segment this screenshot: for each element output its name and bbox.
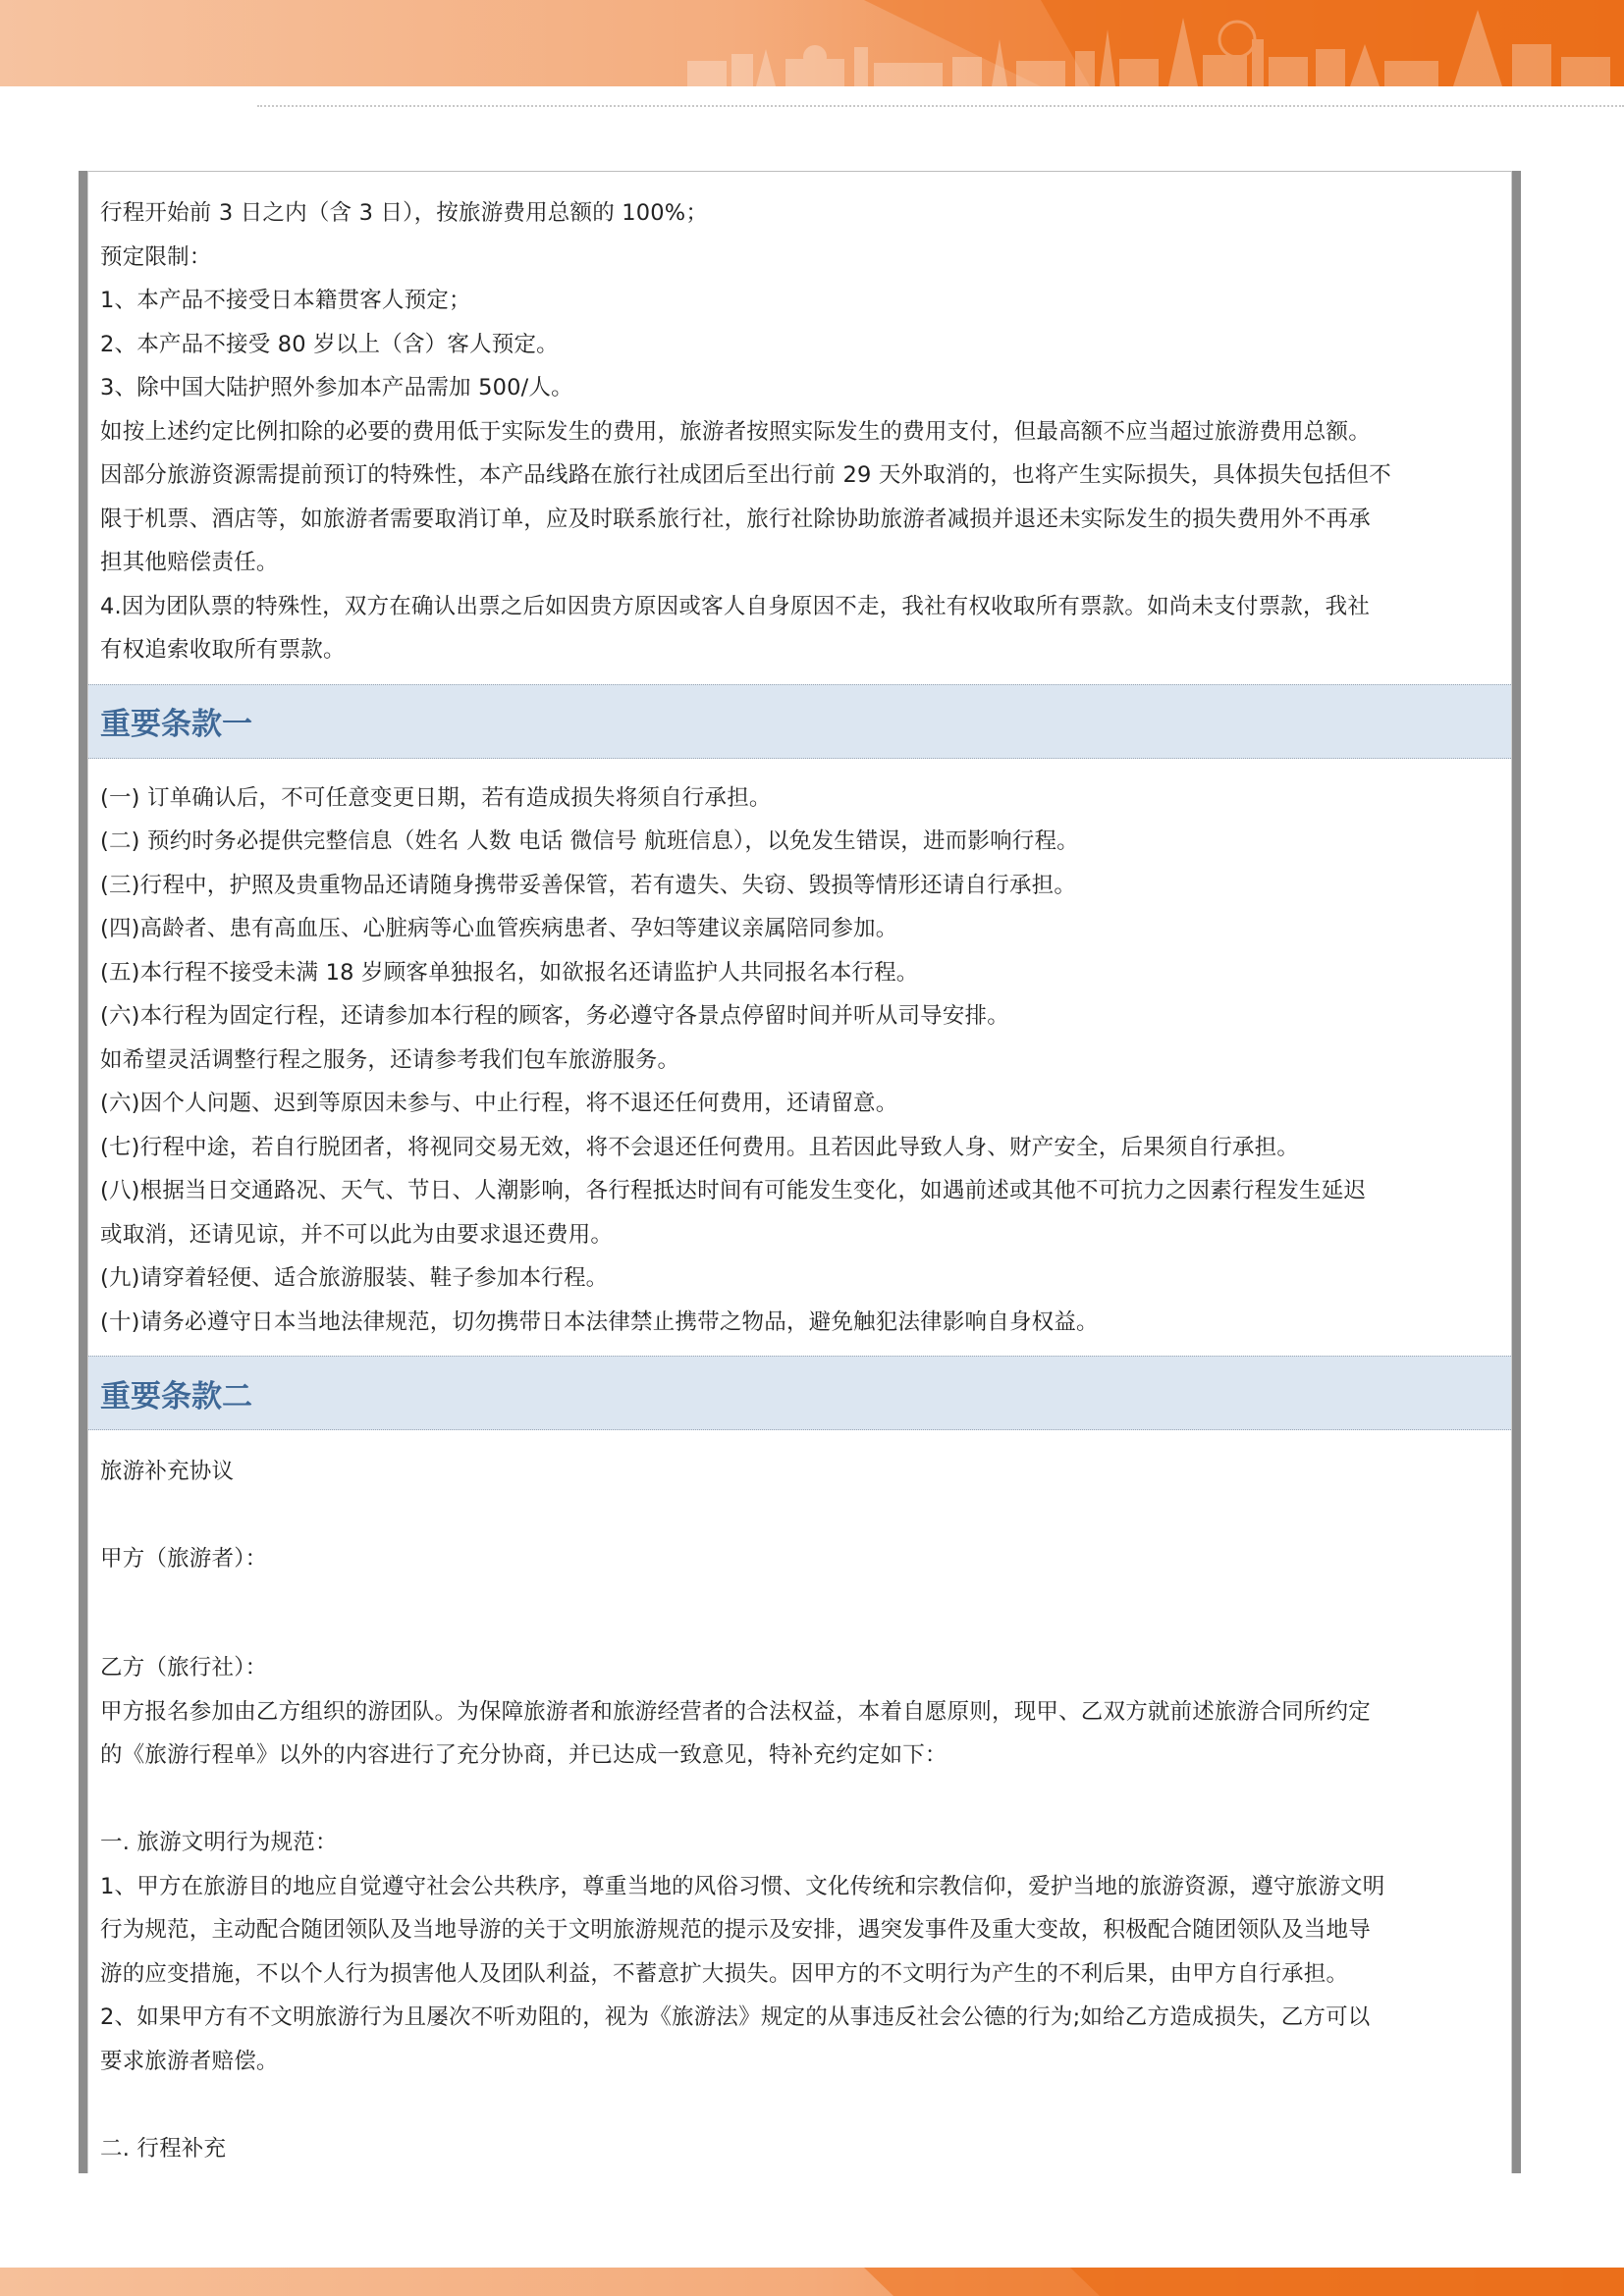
agreement-title: 旅游补充协议 xyxy=(100,1459,235,1484)
text-line: (一) 订单确认后，不可任意变更日期，若有造成损失将须自行承担。 xyxy=(100,784,772,811)
text-line: 或取消，还请见谅，并不可以此为由要求退还费用。 xyxy=(100,1221,614,1248)
text-line: (二) 预约时务必提供完整信息（姓名 人数 电话 微信号 航班信息），以免发生错误，进而影响行程。 xyxy=(100,828,1079,854)
text-line: 预定限制： xyxy=(100,243,212,270)
text-line: (八)根据当日交通路况、天气、节日、人潮影响，各行程抵达时间有可能发生变化，如遇前述或其他不可抗力之因素行程发生延迟 xyxy=(100,1178,1367,1203)
party-b-label: 乙方（旅行社）： xyxy=(100,1655,268,1681)
text-line: 2、如果甲方有不文明旅游行为且屡次不听劝阻的，视为《旅游法》规定的从事违反社会公德的行为;如给乙方造成损失，乙方可以 xyxy=(100,2004,1371,2030)
text-line: 有权追索收取所有票款。 xyxy=(100,637,346,663)
important-terms-2-block xyxy=(88,1430,1511,2170)
text-line: (三)行程中，护照及贵重物品还请随身携带妥善保管，若有遗失、失窃、毁损等情形还请自行承担。 xyxy=(100,872,1077,898)
section-header-important-terms-2 xyxy=(88,1356,1511,1430)
text-line: (六)本行程为固定行程，还请参加本行程的顾客，务必遵守各景点停留时间并听从司导安排。 xyxy=(100,1003,1009,1029)
text-line: (九)请穿着轻便、适合旅游服装、鞋子参加本行程。 xyxy=(100,1265,609,1291)
text-line: 因部分旅游资源需提前预订的特殊性，本产品线路在旅行社成团后至出行前 29 天外取消的，也将产生实际损失，具体损失包括但不 xyxy=(100,462,1391,488)
cancellation-block xyxy=(88,172,1511,672)
footer-banner xyxy=(0,2268,1624,2296)
text-line: 1、甲方在旅游目的地应自觉遵守社会公共秩序，尊重当地的风俗习惯、文化传统和宗教信仰，爱护当地的旅游资源，遵守旅游文明 xyxy=(100,1873,1385,1899)
document-content xyxy=(87,171,1512,2173)
text-line: (四)高龄者、患有高血压、心脏病等心血管疾病患者、孕妇等建议亲属陪同参加。 xyxy=(100,916,898,941)
text-line: 行为规范，主动配合随团领队及当地导游的关于文明旅游规范的提示及安排，遇突发事件及重大变故，积极配合随团领队及当地导 xyxy=(100,1917,1371,1943)
text-line: 如按上述约定比例扣除的必要的费用低于实际发生的费用，旅游者按照实际发生的费用支付，但最高额不应当超过旅游费用总额。 xyxy=(100,418,1371,445)
text-line: 甲方报名参加由乙方组织的游团队。为保障旅游者和旅游经营者的合法权益，本着自愿原则，现甲、乙双方就前述旅游合同所约定 xyxy=(100,1698,1371,1725)
clause-2-title: 二. 行程补充 xyxy=(100,2135,227,2162)
text-line: 限于机票、酒店等，如旅游者需要取消订单，应及时联系旅行社，旅行社除协助旅游者减损并退还未实际发生的损失费用外不再承 xyxy=(100,506,1371,532)
text-line: (六)因个人问题、迟到等原因未参与、中止行程，将不退还任何费用，还请留意。 xyxy=(100,1091,898,1116)
document-content-frame xyxy=(79,171,1521,2173)
clause-1-title: 一. 旅游文明行为规范： xyxy=(100,1830,338,1855)
header-divider xyxy=(257,105,1624,107)
text-line: 如希望灵活调整行程之服务，还请参考我们包车旅游服务。 xyxy=(100,1046,680,1073)
party-a-label: 甲方（旅游者）： xyxy=(100,1546,268,1572)
text-line: 行程开始前 3 日之内（含 3 日），按旅游费用总额的 100%； xyxy=(100,200,709,226)
section-header-important-terms-1 xyxy=(88,684,1511,759)
text-line: (七)行程中途，若自行脱团者，将视同交易无效，将不会退还任何费用。且若因此导致人身、财产安全，后果须自行承担。 xyxy=(100,1134,1300,1160)
skyline-illustration xyxy=(0,0,1624,86)
text-line: (五)本行程不接受未满 18 岁顾客单独报名，如欲报名还请监护人共同报名本行程。 xyxy=(100,959,919,986)
important-terms-1-block xyxy=(88,759,1511,1345)
text-line: 游的应变措施，不以个人行为损害他人及团队利益，不蓄意扩大损失。因甲方的不文明行为产生的不利后果，由甲方自行承担。 xyxy=(100,1960,1349,1987)
text-line: 3、除中国大陆护照外参加本产品需加 500/人。 xyxy=(100,375,573,400)
section-title: 重要条款二 xyxy=(100,1378,252,1415)
text-line: 要求旅游者赔偿。 xyxy=(100,2048,279,2074)
text-line: 1、本产品不接受日本籍贯客人预定； xyxy=(100,288,471,313)
text-line: 2、本产品不接受 80 岁以上（含）客人预定。 xyxy=(100,331,559,357)
text-line: 4.因为团队票的特殊性，双方在确认出票之后如因贵方原因或客人自身原因不走，我社有权收取所有票款。如尚未支付票款，我社 xyxy=(100,593,1371,619)
text-line: 的《旅游行程单》以外的内容进行了充分协商，并已达成一致意见，特补充约定如下： xyxy=(100,1742,947,1768)
section-title: 重要条款一 xyxy=(100,707,252,742)
text-line: (十)请务必遵守日本当地法律规范，切勿携带日本法律禁止携带之物品，避免触犯法律影响自身权益。 xyxy=(100,1308,1099,1335)
header-banner xyxy=(0,0,1624,86)
footer-stripe xyxy=(0,2268,1624,2296)
text-line: 担其他赔偿责任。 xyxy=(100,550,279,575)
